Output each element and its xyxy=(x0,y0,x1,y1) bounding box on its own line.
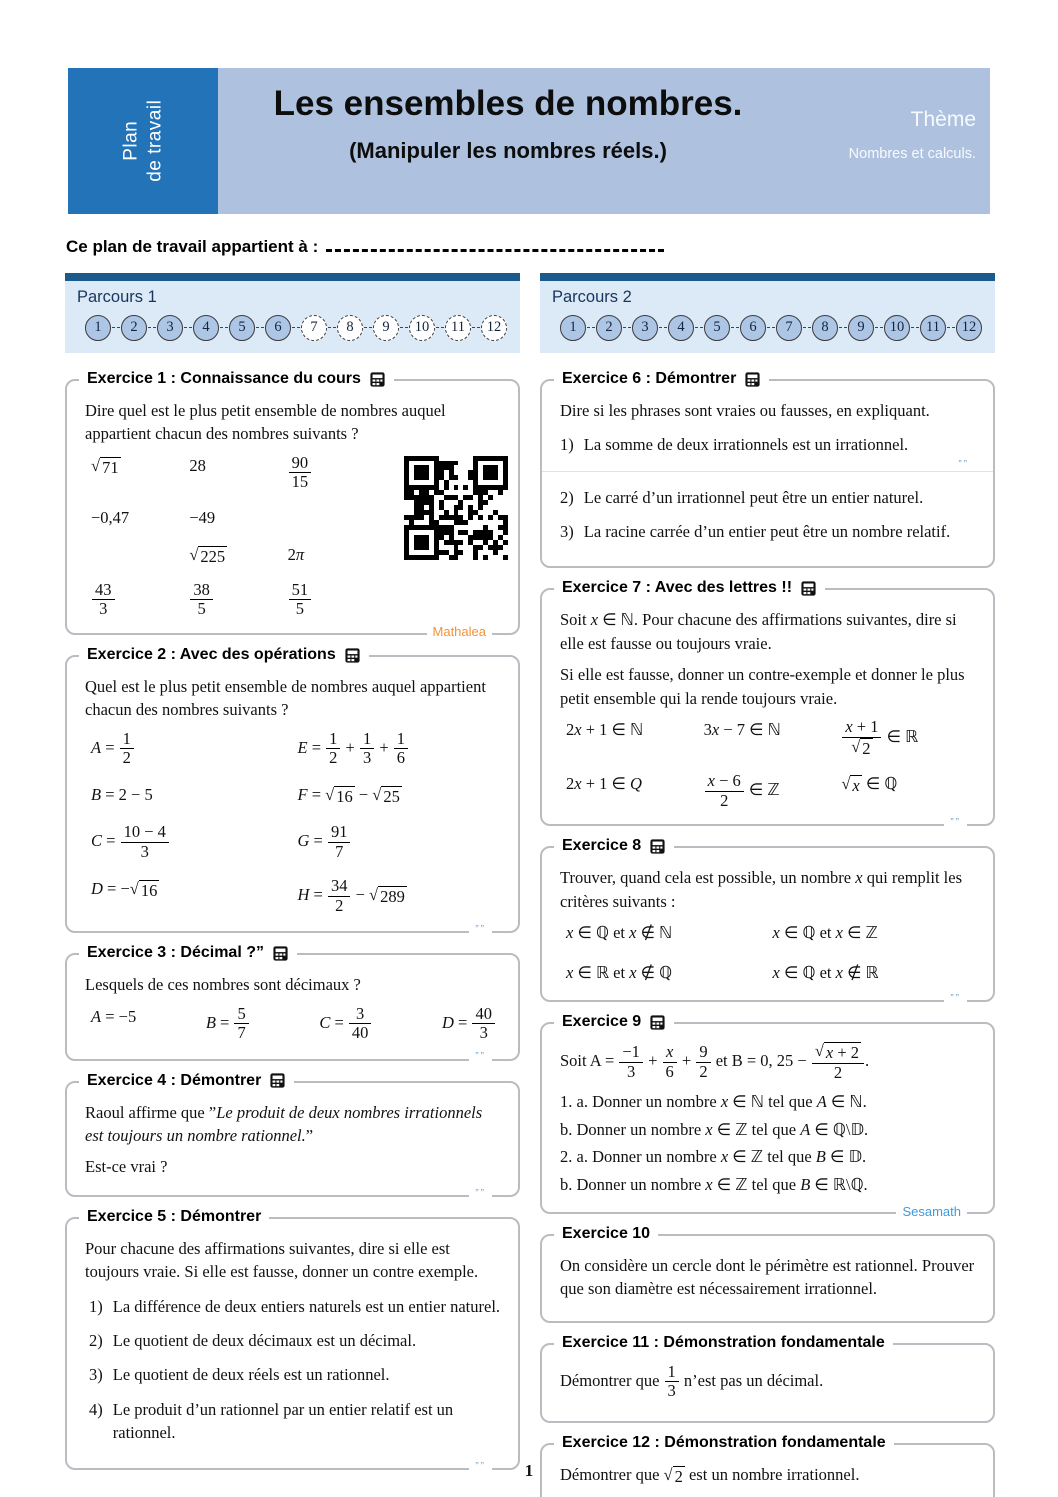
exercise-7-statements xyxy=(566,718,979,810)
step-connector xyxy=(947,327,955,328)
theme-block xyxy=(798,68,990,214)
step-connector xyxy=(623,327,631,328)
calculator-icon xyxy=(269,1072,286,1089)
parcours-2-title: Parcours 2 xyxy=(552,287,632,306)
calculator-icon xyxy=(344,647,361,664)
exercise-5 xyxy=(65,1207,520,1472)
exercise-5-title: Exercice 5 : Démontrer xyxy=(87,1207,262,1225)
exercise-7-intro2: Si elle est fausse, donner un contre-exemple et donner le plus petit ensemble qui la rende toujours vraie. xyxy=(560,665,965,708)
header-band xyxy=(218,68,990,214)
credit-quotes: ”” xyxy=(469,1050,492,1064)
step-connector xyxy=(731,327,739,328)
math-item: A = $\frac{1}{2}$ xyxy=(91,730,298,768)
exercise-4-title: Exercice 4 : Démontrer xyxy=(87,1071,262,1089)
exercise-4 xyxy=(65,1071,520,1199)
calculator-icon xyxy=(369,371,386,388)
step-circle-2: 2 xyxy=(596,315,622,341)
step-circle-7: 7 xyxy=(776,315,802,341)
parcours-2-steps xyxy=(552,315,983,341)
math-item: D = $\frac{40}{3}$ xyxy=(442,1005,496,1043)
math-item: H = $\frac{34}{2}$ − √ 289 xyxy=(297,876,405,915)
exercise-6 xyxy=(540,369,995,569)
math-item: 2x + 1 ∈ Q xyxy=(566,774,642,794)
title-block xyxy=(218,68,798,214)
exercise-11-body: Démontrer que $\frac{1}{3}$ n’est pas un décimal. xyxy=(560,1361,824,1401)
step-connector xyxy=(911,327,919,328)
math-item xyxy=(288,506,386,529)
header xyxy=(68,68,990,214)
math-item: C = $\frac{10 - 4}{3}$ xyxy=(91,823,298,861)
exercise-9-line: b. Donner un nombre x ∈ ℤ tel que B ∈ ℝ\ℚ. xyxy=(560,1174,868,1194)
exercise-12-title: Exercice 12 : Démonstration fondamentale xyxy=(562,1433,886,1451)
exercise-6-title: Exercice 6 : Démontrer xyxy=(562,369,737,387)
math-item: $\frac{x - 6}{2}$ ∈ ℤ xyxy=(704,772,842,810)
step-connector xyxy=(220,327,228,328)
exercise-5-list xyxy=(89,1295,504,1445)
exercise-11-title: Exercice 11 : Démonstration fondamentale xyxy=(562,1333,885,1351)
step-circle-11: 11 xyxy=(445,315,471,341)
math-item: x ∈ ℚ et x ∈ ℤ xyxy=(772,923,878,943)
step-connector xyxy=(587,327,595,328)
sidebar-line1: Plan xyxy=(120,120,142,162)
step-connector xyxy=(472,327,480,328)
math-item: F = √ 16 − √ 25 xyxy=(297,785,400,807)
math-item: 28 xyxy=(189,455,206,475)
math-item: −0,47 xyxy=(91,507,130,527)
step-circle-1: 1 xyxy=(560,315,586,341)
right-column xyxy=(540,273,995,1497)
exercise-10-body: On considère un cercle dont le périmètre est rationnel. Prouver que son diamètre est nécessairement irrationnel. xyxy=(560,1255,975,1299)
math-item: G = $\frac{91}{7}$ xyxy=(298,823,505,861)
exercise-5-intro: Pour chacune des affirmations suivantes, dire si elle est toujours vraie. Si elle est fausse, donner un contre exemple. xyxy=(85,1238,479,1282)
exercise-9-line: b. Donner un nombre x ∈ ℤ tel que A ∈ ℚ\𝔻. xyxy=(560,1119,869,1139)
credit-quotes: ”” xyxy=(469,1187,492,1201)
exercise-3-title: Exercice 3 : Décimal ?” xyxy=(87,944,264,962)
parcours-1-steps xyxy=(77,315,508,341)
columns xyxy=(0,257,1058,1497)
list-item: 3) La racine carrée d’un entier peut être un nombre relatif. xyxy=(560,522,951,542)
step-connector xyxy=(292,327,300,328)
name-fill-in-line xyxy=(326,236,664,252)
credit-quotes: ”” xyxy=(469,1460,492,1474)
step-circle-4: 4 xyxy=(193,315,219,341)
section-divider xyxy=(542,458,993,472)
math-item: x + 1 √ 2 ∈ ℝ xyxy=(841,718,979,758)
math-item: B = $\frac{5}{7}$ xyxy=(206,1005,250,1043)
exercise-8-title: Exercice 8 xyxy=(562,837,642,855)
credit-quotes: ”” xyxy=(469,923,492,937)
math-item: B = 2 − 5 xyxy=(91,785,153,805)
step-circle-10: 10 xyxy=(409,315,435,341)
credit-quotes: ”” xyxy=(944,992,967,1006)
math-item: 2π xyxy=(287,544,305,564)
step-connector xyxy=(695,327,703,328)
step-circle-8: 8 xyxy=(812,315,838,341)
step-connector xyxy=(767,327,775,328)
step-circle-9: 9 xyxy=(848,315,874,341)
list-item: 2) Le quotient de deux décimaux est un décimal. xyxy=(89,1331,417,1351)
exercise-3 xyxy=(65,944,520,1063)
exercise-8-criteria xyxy=(566,921,979,984)
plan-de-travail-tab xyxy=(68,68,218,214)
math-item: C = $\frac{3}{40}$ xyxy=(319,1005,372,1043)
step-connector xyxy=(803,327,811,328)
math-item: √ 225 xyxy=(189,544,226,566)
step-circle-1: 1 xyxy=(85,315,111,341)
math-item xyxy=(91,543,189,567)
list-item: 1) La somme de deux irrationnels est un irrationnel. xyxy=(560,435,909,455)
exercise-7 xyxy=(540,579,995,829)
sidebar-line2: de travail xyxy=(143,99,165,183)
step-circle-10: 10 xyxy=(884,315,910,341)
exercise-9-line: 1. a. Donner un nombre x ∈ ℕ tel que A ∈ ℕ. xyxy=(560,1092,867,1112)
step-circle-6: 6 xyxy=(740,315,766,341)
owner-line xyxy=(66,236,990,257)
math-item: D = − √ 16 xyxy=(91,879,158,901)
step-circle-12: 12 xyxy=(956,315,982,341)
theme-label: Thème xyxy=(910,108,976,131)
math-item: E = $\frac{1}{2}$ + $\frac{1}{3}$ + $\frac{1}{6}$ xyxy=(298,730,505,768)
page-number: 1 xyxy=(524,1461,534,1480)
exercise-9 xyxy=(540,1013,995,1219)
parcours-1-title: Parcours 1 xyxy=(77,287,157,306)
step-connector xyxy=(112,327,120,328)
parcours-2-panel xyxy=(540,273,995,353)
math-item: √ 71 xyxy=(91,455,119,477)
exercise-9-line: 2. a. Donner un nombre x ∈ ℤ tel que B ∈ 𝔻. xyxy=(560,1147,867,1167)
calculator-icon xyxy=(649,1014,666,1031)
exercise-2 xyxy=(65,645,520,935)
list-item: 2) Le carré d’un irrationnel peut être un entier naturel. xyxy=(560,487,924,507)
list-item: 1) La différence de deux entiers naturels est un entier naturel. xyxy=(89,1296,501,1316)
exercise-12-body: Démontrer que √ 2 est un nombre irrationnel. xyxy=(560,1464,860,1486)
calculator-icon xyxy=(649,838,666,855)
step-circle-3: 3 xyxy=(632,315,658,341)
math-item: √ x ∈ ℚ xyxy=(841,774,898,796)
step-circle-9: 9 xyxy=(373,315,399,341)
math-item: x ∈ ℝ et x ∉ ℚ xyxy=(566,962,673,982)
exercise-8-intro: Trouver, quand cela est possible, un nombre x qui remplit les critères suivants : xyxy=(560,868,963,911)
calculator-icon xyxy=(800,580,817,597)
credit-sesamath: Sesamath xyxy=(896,1203,967,1221)
exercise-9-intro: Soit A = $\frac{-1}{3}$ + $\frac{x}{6}$ + $\frac{9}{2}$ et B = 0, 25 − √ x + 2 2 . xyxy=(560,1041,870,1082)
step-connector xyxy=(148,327,156,328)
exercise-6-intro: Dire si les phrases sont vraies ou fausses, en expliquant. xyxy=(560,400,930,420)
plan-de-travail-label xyxy=(119,100,167,182)
math-item: A = −5 xyxy=(91,1006,137,1026)
step-circle-7: 7 xyxy=(301,315,327,341)
math-item: x ∈ ℚ et x ∉ ℕ xyxy=(566,923,673,943)
exercise-2-numbers xyxy=(91,730,504,916)
step-circle-6: 6 xyxy=(265,315,291,341)
parcours-1-panel xyxy=(65,273,520,353)
list-item: 4) Le produit d’un rationnel par un entier relatif est un rationnel. xyxy=(89,1399,454,1443)
exercise-1-intro: Dire quel est le plus petit ensemble de nombres auquel appartient chacun des nombres suivants ? xyxy=(85,400,446,444)
page-title: Les ensembles de nombres. xyxy=(273,84,743,123)
exercise-4-question: Est-ce vrai ? xyxy=(85,1157,168,1177)
math-item: $\frac{51}{5}$ xyxy=(288,581,386,619)
step-connector xyxy=(364,327,372,328)
credit-mathalea: Mathalea xyxy=(427,623,492,641)
step-connector xyxy=(400,327,408,328)
list-item: 3) Le quotient de deux réels est un rationnel. xyxy=(89,1365,390,1385)
math-item: x ∈ ℚ et x ∉ ℝ xyxy=(772,962,879,982)
step-connector xyxy=(184,327,192,328)
exercise-7-title: Exercice 7 : Avec des lettres !! xyxy=(562,579,793,597)
exercise-8 xyxy=(540,837,995,1004)
exercise-3-numbers xyxy=(91,1005,496,1043)
exercise-1-title: Exercice 1 : Connaissance du cours xyxy=(87,369,361,387)
math-item: $\frac{43}{3}$ xyxy=(91,581,189,619)
credit-quotes: ”” xyxy=(944,816,967,830)
step-connector xyxy=(256,327,264,328)
exercise-1 xyxy=(65,369,520,640)
qr-code xyxy=(404,456,508,560)
step-circle-12: 12 xyxy=(481,315,507,341)
exercise-10 xyxy=(540,1224,995,1323)
exercise-11 xyxy=(540,1333,995,1423)
step-circle-5: 5 xyxy=(229,315,255,341)
exercise-1-numbers xyxy=(91,454,386,619)
step-circle-5: 5 xyxy=(704,315,730,341)
step-circle-11: 11 xyxy=(920,315,946,341)
math-item: 3x − 7 ∈ ℕ xyxy=(703,720,781,740)
exercise-9-title: Exercice 9 xyxy=(562,1013,642,1031)
step-circle-4: 4 xyxy=(668,315,694,341)
owner-label: Ce plan de travail appartient à : xyxy=(66,236,319,256)
math-item: $\frac{90}{15}$ xyxy=(288,454,386,492)
step-connector xyxy=(839,327,847,328)
step-circle-8: 8 xyxy=(337,315,363,341)
exercise-7-intro1: Soit x ∈ ℕ. Pour chacune des affirmations suivantes, dire si elle est fausse ou toujours vraie. xyxy=(560,610,957,653)
exercise-2-intro: Quel est le plus petit ensemble de nombres auquel appartient chacun des nombres suivants ? xyxy=(85,676,486,720)
exercise-3-intro: Lesquels de ces nombres sont décimaux ? xyxy=(85,975,361,995)
calculator-icon xyxy=(272,945,289,962)
math-item: $\frac{38}{5}$ xyxy=(189,581,287,619)
exercise-2-title: Exercice 2 : Avec des opérations xyxy=(87,645,336,663)
step-circle-3: 3 xyxy=(157,315,183,341)
page-subtitle: (Manipuler les nombres réels.) xyxy=(349,138,667,163)
math-item: 2x + 1 ∈ ℕ xyxy=(566,720,644,740)
math-item: −49 xyxy=(189,507,216,527)
step-connector xyxy=(875,327,883,328)
left-column xyxy=(65,273,520,1490)
parcours-2-topbar xyxy=(540,273,995,281)
credit-quotes: ”” xyxy=(958,458,969,470)
step-connector xyxy=(436,327,444,328)
theme-value: Nombres et calculs. xyxy=(848,146,976,162)
step-circle-2: 2 xyxy=(121,315,147,341)
exercise-4-claim: Raoul affirme que ”Le produit de deux nombres irrationnels est toujours un nombre rationnel.” xyxy=(85,1102,483,1145)
step-connector xyxy=(328,327,336,328)
step-connector xyxy=(659,327,667,328)
exercise-10-title: Exercice 10 xyxy=(562,1224,651,1242)
parcours-1-topbar xyxy=(65,273,520,281)
calculator-icon xyxy=(744,371,761,388)
